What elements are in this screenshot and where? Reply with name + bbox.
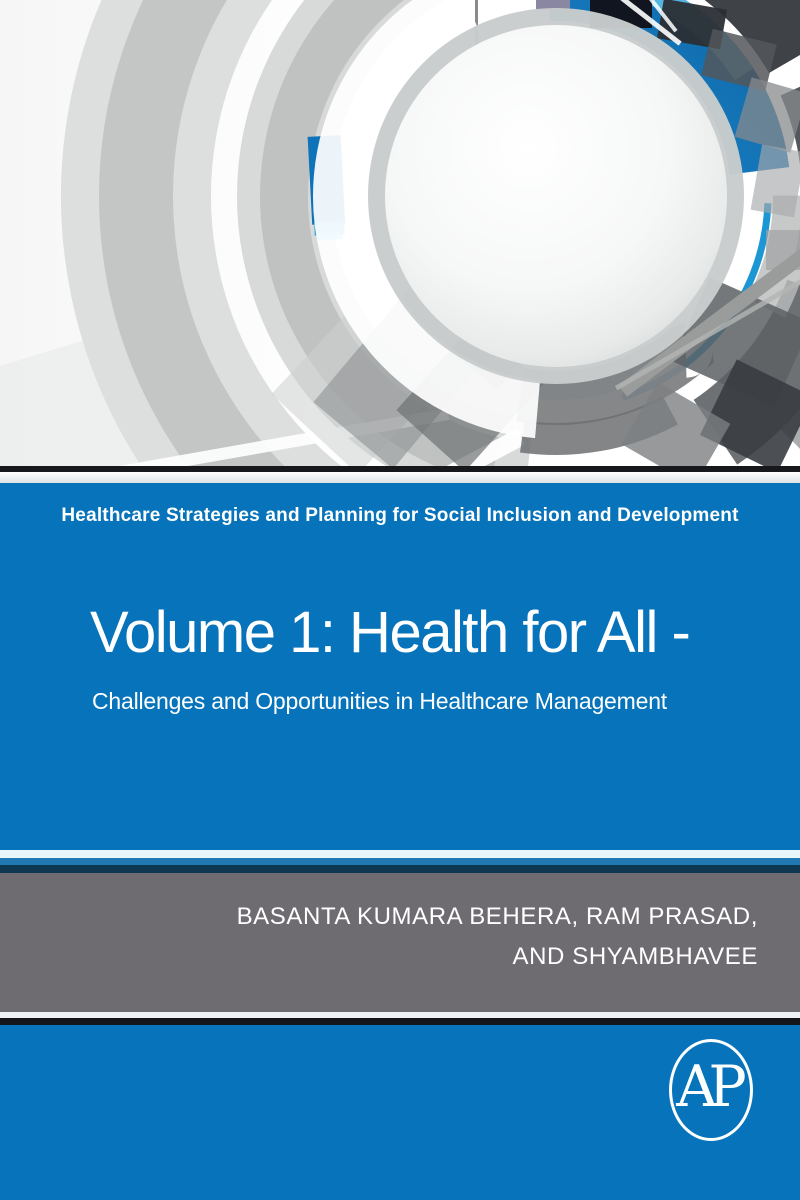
divider-blue-mid: [0, 858, 800, 865]
divider-silver-top: [0, 472, 800, 483]
divider-white-mid: [0, 850, 800, 858]
author-names-line1: BASANTA KUMARA BEHERA, RAM PRASAD,: [236, 903, 758, 930]
cover-art-illustration: [0, 0, 800, 466]
divider-black-bottom: [0, 1018, 800, 1025]
academic-press-logo: [669, 1039, 753, 1141]
divider-navy-mid: [0, 865, 800, 873]
book-subtitle: Challenges and Opportunities in Healthcare Management: [92, 688, 667, 714]
author-names-line2: AND SHYAMBHAVEE: [512, 943, 758, 970]
series-title: Healthcare Strategies and Planning for Social Inclusion and Development: [61, 505, 739, 526]
academic-press-logo-text: AP: [676, 1053, 738, 1120]
book-title: Volume 1: Health for All -: [90, 600, 690, 665]
title-band: [0, 483, 800, 850]
author-band: [0, 873, 800, 1012]
